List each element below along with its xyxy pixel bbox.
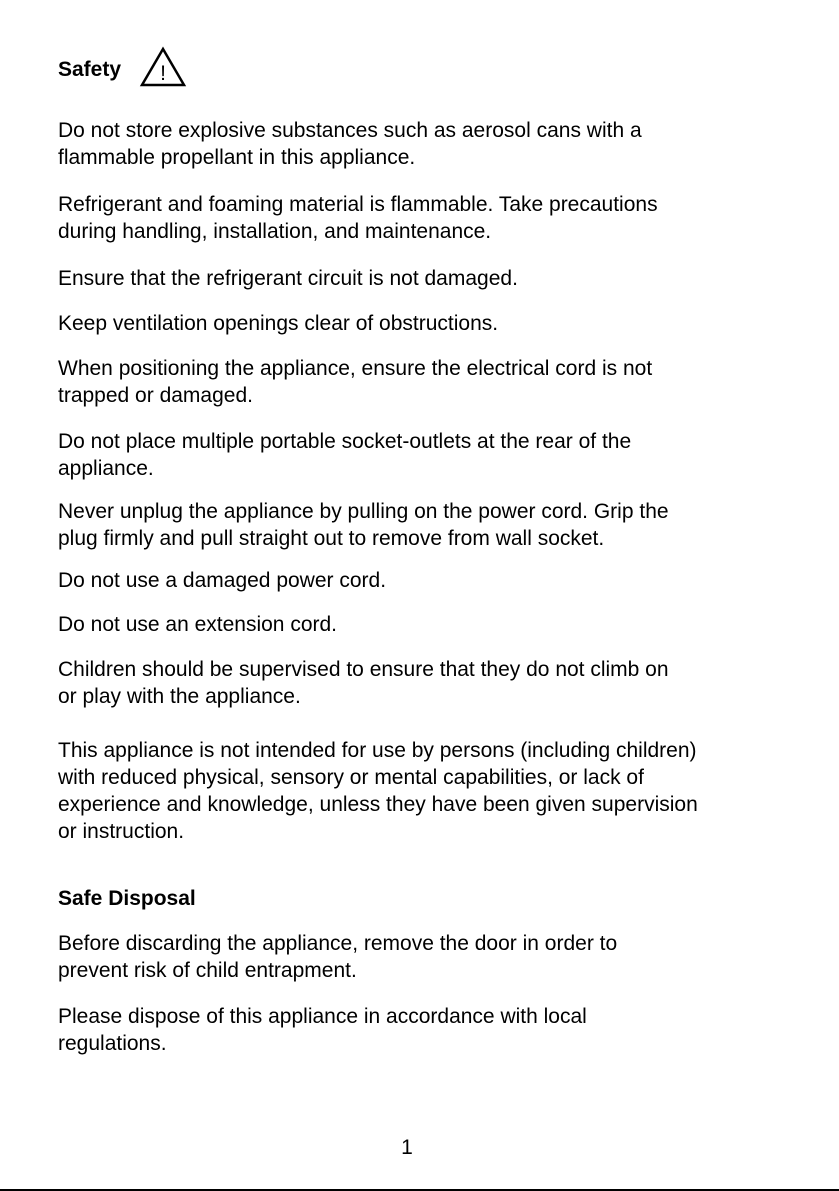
safety-paragraph-5: When positioning the appliance, ensure the electrical cord is not trapped or damaged. [58, 357, 653, 407]
safety-paragraph-6: Do not place multiple portable socket-outlets at the rear of the appliance. [58, 430, 632, 480]
safety-paragraph-3: Ensure that the refrigerant circuit is not damaged. [58, 267, 518, 290]
safety-paragraph-2: Refrigerant and foaming material is flammable. Take precautions during handling, installation, and maintenance. [58, 193, 658, 243]
safety-paragraph-1: Do not store explosive substances such as aerosol cans with a flammable propellant in this appliance. [58, 119, 642, 169]
safety-paragraph-7: Never unplug the appliance by pulling on the power cord. Grip the plug firmly and pull straight out to remove from wall socket. [58, 500, 669, 550]
safety-paragraph-11: This appliance is not intended for use by persons (including children) with reduced physical, sensory or mental capabilities, or lack of experience and knowledge, unless they have been given supervision or instruction. [58, 739, 698, 843]
safety-paragraph-8: Do not use a damaged power cord. [58, 569, 387, 592]
safety-paragraph-9: Do not use an extension cord. [58, 613, 338, 636]
safety-paragraph-4: Keep ventilation openings clear of obstructions. [58, 312, 499, 335]
disposal-paragraph-1: Before discarding the appliance, remove the door in order to prevent risk of child entrapment. [58, 932, 618, 982]
disposal-paragraph-2: Please dispose of this appliance in accordance with local regulations. [58, 1005, 587, 1055]
warning-triangle-icon [139, 46, 187, 88]
safety-paragraph-10: Children should be supervised to ensure that they do not climb on or play with the appliance. [58, 658, 669, 708]
page-number: 1 [401, 1136, 413, 1159]
svg-text:!: ! [160, 62, 166, 85]
safe-disposal-heading: Safe Disposal [58, 887, 196, 910]
safety-heading: Safety [58, 58, 122, 81]
